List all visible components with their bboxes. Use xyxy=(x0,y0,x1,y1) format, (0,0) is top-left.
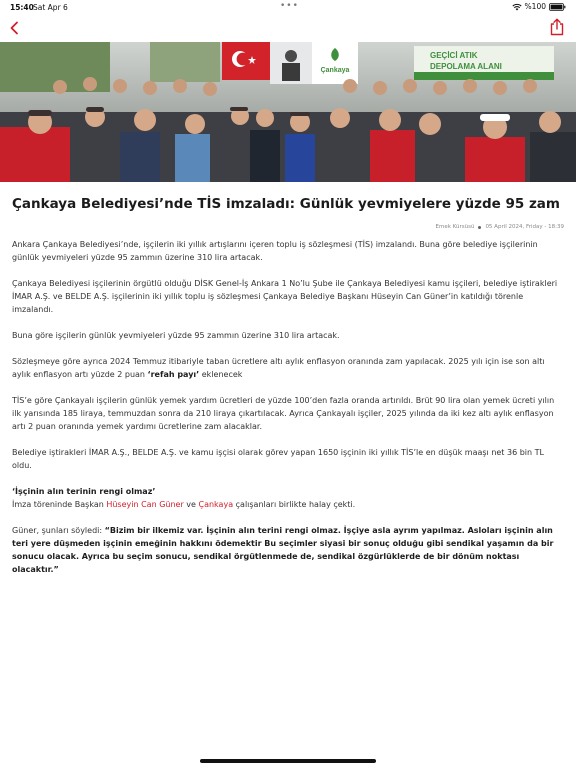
article-paragraph: Çankaya Belediyesi işçilerinin örgütlü olduğu DİSK Genel-İş Ankara 1 No’lu Şube ile Çankaya Belediyesi kamu işçileri, belediye iştirakleri İMAR A.Ş. ve BELDE A.Ş. işçilerinin iki yıllık toplu iş sözleşmesi Çankaya Belediye Başkanı Hüseyin Can Güner’in katıldığı törenle imzalandı. xyxy=(12,279,558,314)
article-source[interactable]: Emek Kürsüsü xyxy=(435,224,475,230)
back-button[interactable] xyxy=(4,18,24,38)
battery-percent: %100 xyxy=(524,2,546,11)
nav-bar xyxy=(0,14,576,42)
share-icon xyxy=(549,18,565,36)
home-indicator[interactable] xyxy=(200,759,376,763)
link-huseyin-can-guner[interactable]: Hüseyin Can Güner xyxy=(106,500,184,509)
article-date: 05 April 2024, Friday - 18:39 xyxy=(485,224,564,230)
article-paragraph: Buna göre işçilerin günlük yevmiyeleri yüzde 95 zammın üzerine 310 lira artacak. xyxy=(12,331,340,340)
article-paragraph: TİS’e göre Çankayalı işçilerin günlük yemek yardım ücretleri de yüzde 100’den fazla oranda artırıldı. Brüt 90 lira olan yemek ücreti yılın ilk yarısında 185 liraya, temmuzdan sonra da 210 liraya çıkartılacak. Ayrıca Çankayalı işçiler, 2025 yılında da iki kez altı aylık enflasyon artı 2 puan oranında yemek yardımı ücretlerine zam alacaklar. xyxy=(12,396,555,431)
article-paragraph: Belediye iştirakleri İMAR A.Ş., BELDE A.Ş. ve kamu işçisi olarak görev yapan 1650 işçinin iki yıllık TİS’le en düşük maaşı net 36 bin TL oldu. xyxy=(12,448,544,470)
separator-dot-icon xyxy=(478,226,481,229)
article-subheading: ‘İşçinin alın terinin rengi olmaz’ xyxy=(12,487,156,496)
paragraph-text: ve xyxy=(183,500,199,509)
paragraph-text: Güner, şunları söyledi: xyxy=(12,526,105,535)
status-date: Sat Apr 6 xyxy=(33,3,68,12)
paragraph-text: eklenecek xyxy=(199,370,243,379)
article-title: Çankaya Belediyesi’nde TİS imzaladı: Günlük yevmiyelere yüzde 95 zam xyxy=(12,196,560,212)
wifi-icon xyxy=(512,3,522,11)
status-bar xyxy=(0,0,576,14)
link-cankaya[interactable]: Çankaya xyxy=(198,500,234,509)
status-indicators xyxy=(512,2,566,11)
paragraph-text: Sözleşmeye göre ayrıca 2024 Temmuz itibariyle taban ücretlere altı aylık enflasyon oranında zam yapılacak. 2025 yılı için ise son altı aylık enflasyon artı yüzde 2 puan xyxy=(12,357,545,379)
paragraph-text: İmza töreninde Başkan xyxy=(12,500,107,509)
hero-banner-brand: Çankaya xyxy=(320,67,350,74)
battery-icon xyxy=(549,3,566,11)
paragraph-text: çalışanları birlikte halay çekti. xyxy=(233,500,356,509)
hero-sign-line2: DEPOLAMA ALANI xyxy=(430,62,502,71)
article-paragraph xyxy=(12,524,564,576)
share-button[interactable] xyxy=(546,16,568,38)
article-paragraph: Ankara Çankaya Belediyesi’nde, işçilerin iki yıllık artışlarını içeren toplu iş sözleşmesi (TİS) imzalandı. Buna göre belediye işçilerinin günlük yevmiyeleri yüzde 95 zammın üzerine 310 lira artacak. xyxy=(12,240,538,262)
multitasking-dots-icon[interactable]: ••• xyxy=(280,1,299,11)
article-paragraph xyxy=(12,355,564,381)
paragraph-bold: ‘refah payı’ xyxy=(147,370,200,379)
article-meta xyxy=(436,224,565,230)
chevron-left-icon xyxy=(9,21,19,35)
article-quote: “Bizim bir ilkemiz var. İşçinin alın terini rengi olmaz. İşçiye asla ayrım yapılmaz. Asloları işçinin alın teri yere düşmeden işçinin emeğinin hakkını ödemektir Bu seçimler siyasi bir sonuç olduğu gibi sendikal yaşamın da bir sonucu olacak. Ayrıca bu seçim sonucu, sendikal örgütlenmede de, sendikal özgürlüklerde de bir dönüm noktası olacaktır.” xyxy=(12,526,554,574)
article-paragraph xyxy=(12,485,564,511)
article-hero-image xyxy=(0,42,576,182)
hero-sign-line1: GEÇİCİ ATIK xyxy=(430,51,478,60)
article-body xyxy=(12,238,564,589)
status-time: 15:40 xyxy=(10,3,34,12)
